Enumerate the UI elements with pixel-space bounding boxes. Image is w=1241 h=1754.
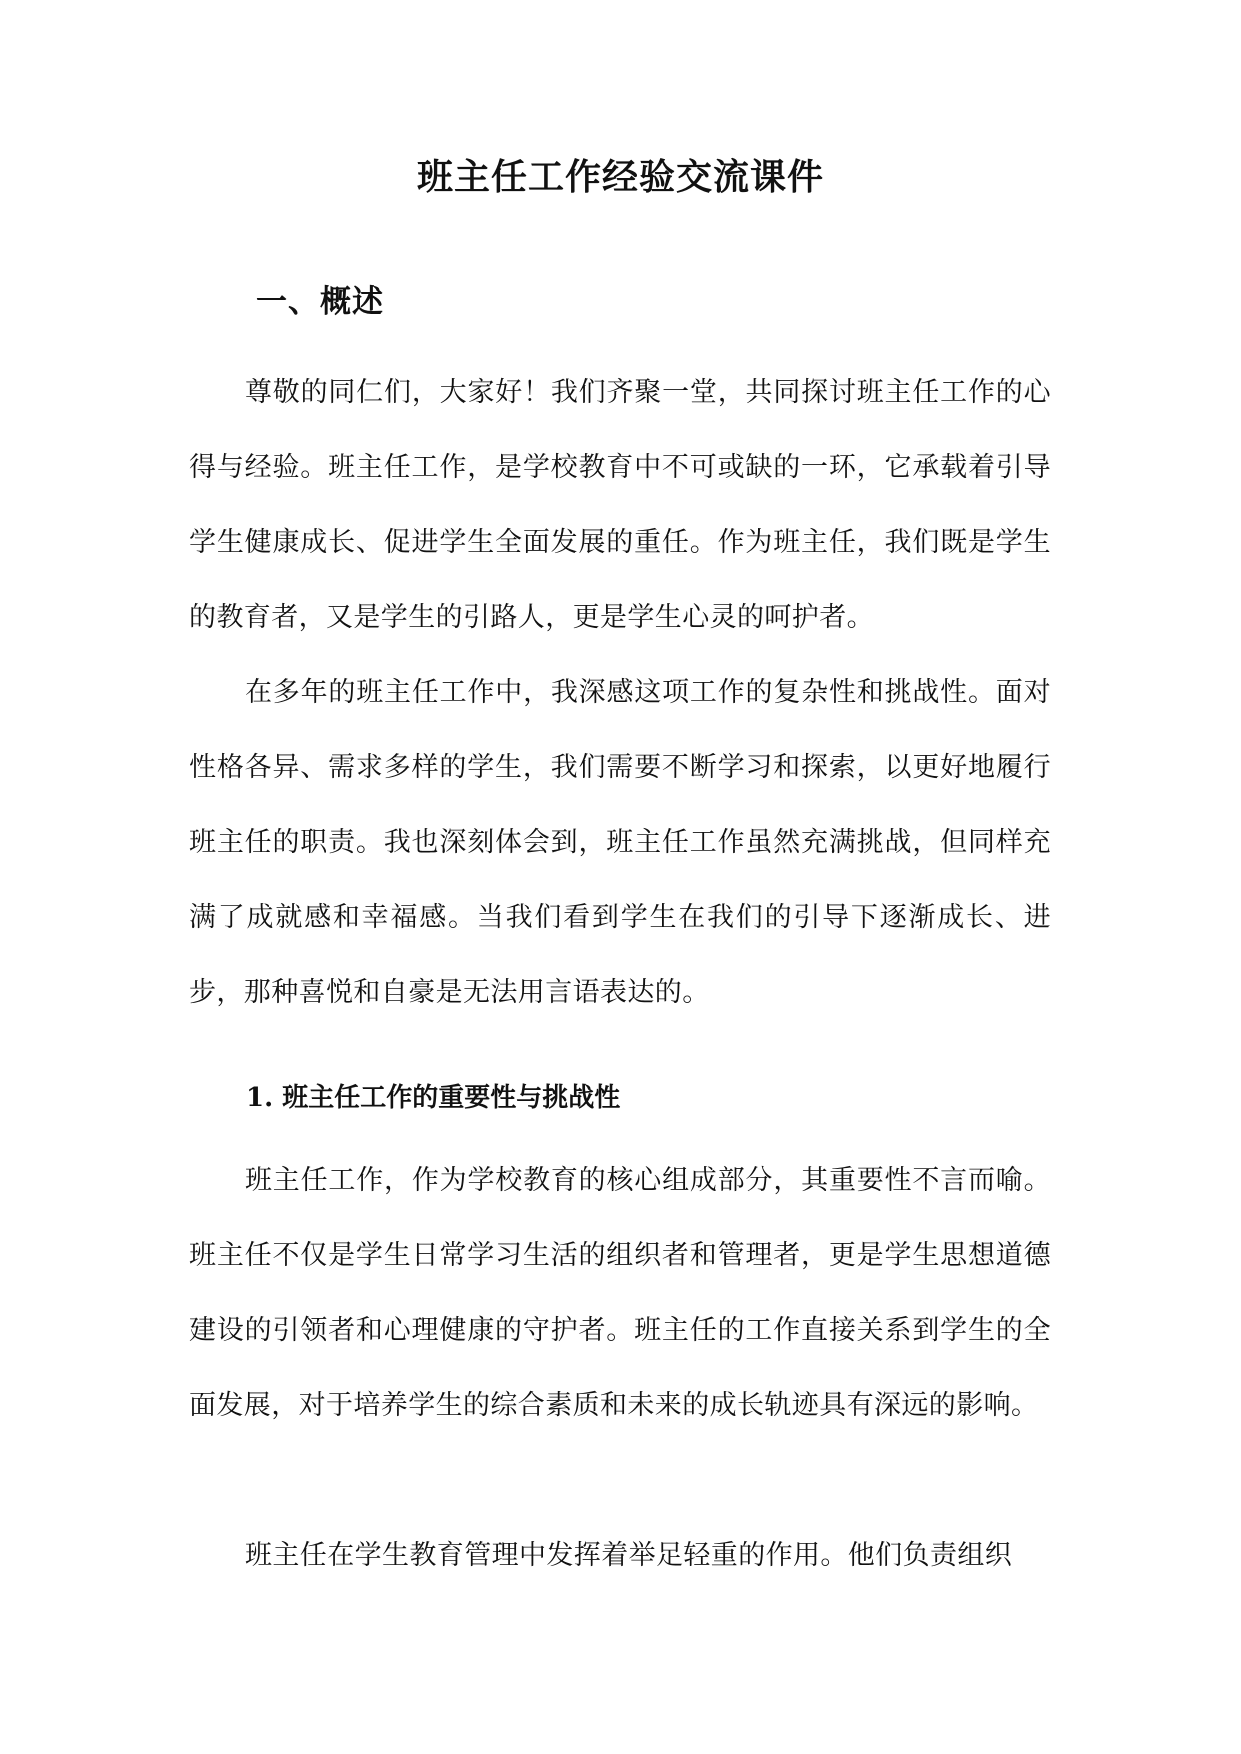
section-heading-overview: 一、概述 <box>256 284 384 320</box>
subsection-heading-importance: 1. 班主任工作的重要性与挑战性 <box>246 1083 621 1113</box>
overview-paragraph-2: 在多年的班主任工作中，我深感这项工作的复杂性和挑战性。面对性格各异、需求多样的学生，我们需要不断学习和探索，以更好地履行班主任的职责。我也深刻体会到，班主任工作虽然充满挑战，但同样充满了成就感和幸福感。当我们看到学生在我们的引导下逐渐成长、进步，那种喜悦和自豪是无法用言语表达的。 <box>189 677 1051 1008</box>
importance-paragraph-1: 班主任工作，作为学校教育的核心组成部分，其重要性不言而喻。班主任不仅是学生日常学习生活的组织者和管理者，更是学生思想道德建设的引领者和心理健康的守护者。班主任的工作直接关系到学生的全面发展，对于培养学生的综合素质和未来的成长轨迹具有深远的影响。 <box>189 1165 1051 1421</box>
importance-paragraph-2: 班主任在学生教育管理中发挥着举足轻重的作用。他们负责组织 <box>245 1540 1013 1571</box>
overview-paragraph-1: 尊敬的同仁们，大家好！我们齐聚一堂，共同探讨班主任工作的心得与经验。班主任工作，是学校教育中不可或缺的一环，它承载着引导学生健康成长、促进学生全面发展的重任。作为班主任，我们既是学生的教育者，又是学生的引路人，更是学生心灵的呵护者。 <box>189 377 1051 633</box>
document-title: 班主任工作经验交流课件 <box>416 156 824 198</box>
